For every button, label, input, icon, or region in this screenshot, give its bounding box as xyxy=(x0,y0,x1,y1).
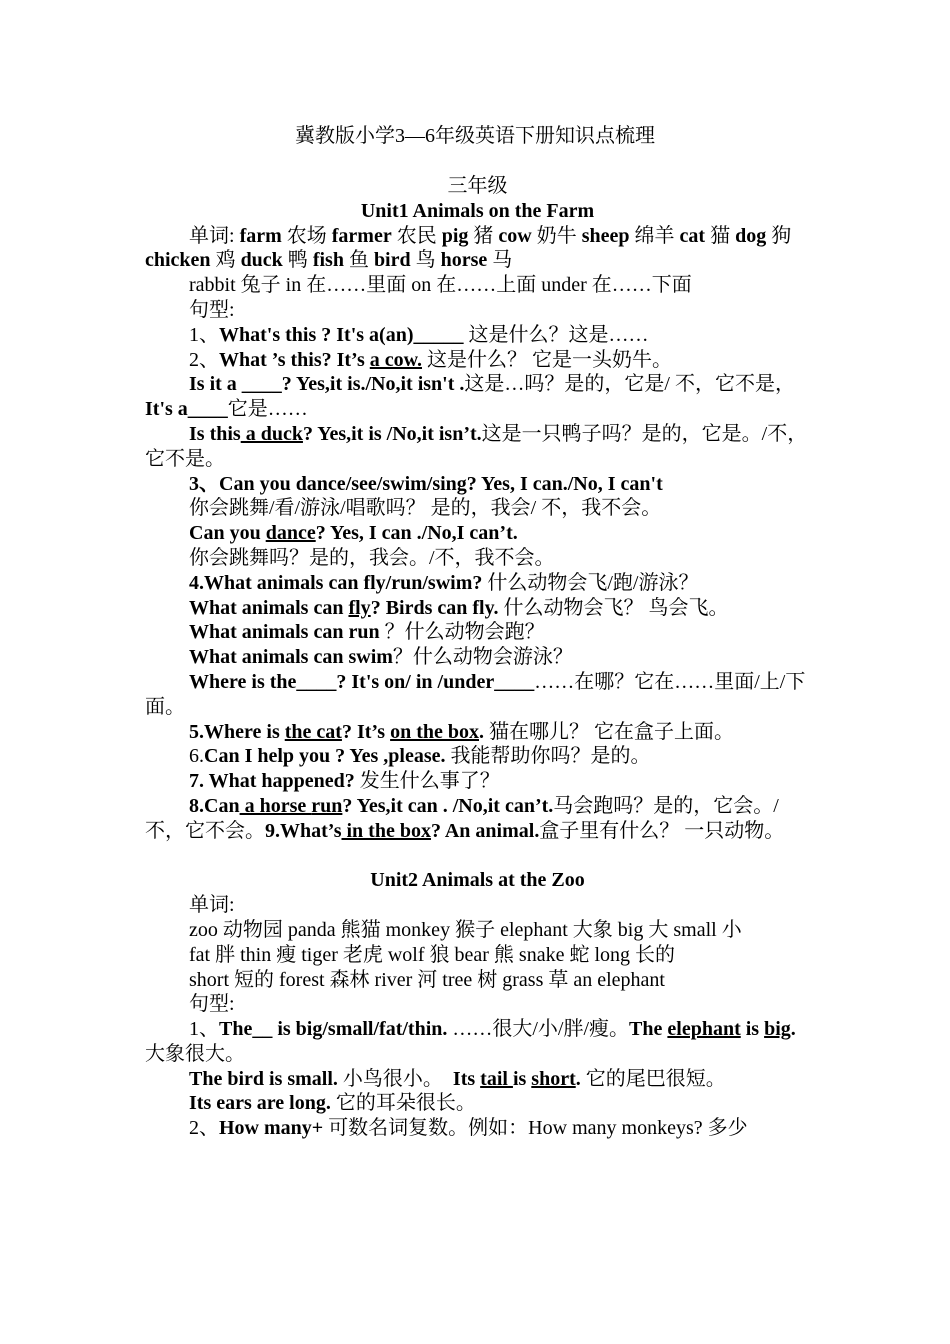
unit2-heading: Unit2 Animals at the Zoo xyxy=(370,869,585,892)
unit2-sentence-2: The bird is small. 小鸟很小。 Its tail is short. 它的尾巴很短。 xyxy=(189,1067,726,1090)
unit1-sentence-3: Is it a ____? Yes,it is./No,it isn't .这是…吗？是的，它是/ 不，它不是，It's a____它是…… xyxy=(145,373,795,421)
unit1-sentence-7: 4.What animals can fly/run/swim? 什么动物会飞/跑/游泳？ xyxy=(189,571,699,594)
document-body xyxy=(145,174,810,1141)
unit1-sentence-5: 3、Can you dance/see/swim/sing? Yes, I can./No, I can't xyxy=(189,472,663,495)
unit1-sentence-5-translation: 你会跳舞/看/游泳/唱歌吗？ 是的，我会/ 不，我不会。 xyxy=(189,497,662,520)
unit1-sentence-8: What animals can fly? Birds can fly. 什么动物会飞？ 鸟会飞。 xyxy=(189,596,729,619)
unit2-sentence-4: 2、How many+ 可数名词复数。例如：How many monkeys? 多少 xyxy=(189,1117,748,1140)
unit2-sentence-1: 1、The__ is big/small/fat/thin. ……很大/小/胖/瘦。The elephant is big. 大象很大。 xyxy=(145,1018,796,1065)
unit1-sentence-14: 7. What happened? 发生什么事了？ xyxy=(189,770,500,793)
unit2-sentence-label: 句型: xyxy=(189,993,235,1016)
unit2-sentence-3: Its ears are long. 它的耳朵很长。 xyxy=(189,1092,476,1115)
unit1-sentence-label: 句型: xyxy=(189,298,235,321)
unit1-sentence-4: Is this a duck? Yes,it is /No,it isn’t.这是一只鸭子吗？是的，它是。/不，它不是。 xyxy=(145,422,808,470)
unit1-vocab-line3: rabbit 兔子 in 在……里面 on 在……上面 under 在……下面 xyxy=(189,274,692,297)
unit1-sentence-12: 5.Where is the cat? It’s on the box. 猫在哪儿？ 它在盒子上面。 xyxy=(189,720,734,743)
unit1-sentence-15: 8.Can a horse run? Yes,it can . /No,it can’t.马会跑吗？是的，它会。/不，它不会。9.What’s in the box? An animal.盒子里有什么？ 一只动物。 xyxy=(145,794,785,842)
unit1-sentence-6-translation: 你会跳舞吗？是的，我会。/不，我不会。 xyxy=(189,546,555,569)
unit2-vocab-label: 单词: xyxy=(189,894,235,917)
unit1-sentence-6: Can you dance? Yes, I can ./No,I can’t. xyxy=(189,522,518,545)
document-title: 冀教版小学3—6年级英语下册知识点梳理 xyxy=(295,125,655,147)
unit1-sentence-1: 1、What's this ? It's a(an)_____ 这是什么？这是…… xyxy=(189,323,649,346)
unit1-sentence-10: What animals can swim？什么动物会游泳？ xyxy=(189,646,573,669)
unit2-vocab-line2: fat 胖 thin 瘦 tiger 老虎 wolf 狼 bear 熊 snake 蛇 long 长的 xyxy=(189,943,676,966)
unit2-vocab-line3: short 短的 forest 森林 river 河 tree 树 grass 草 an elephant xyxy=(189,968,665,991)
section-spacer xyxy=(145,844,810,869)
unit1-heading: Unit1 Animals on the Farm xyxy=(360,199,595,222)
unit2-vocab-line1: zoo 动物园 panda 熊猫 monkey 猴子 elephant 大象 big 大 small 小 xyxy=(189,918,742,941)
grade-heading: 三年级 xyxy=(447,175,508,197)
unit1-sentence-2: 2、What ’s this? It’s a cow. 这是什么？ 它是一头奶牛。 xyxy=(189,348,672,371)
unit1-vocab: 单词: farm 农场 farmer 农民 pig 猪 cow 奶牛 sheep 绵羊 cat 猫 dog 狗 chicken 鸡 duck 鸭 fish 鱼 bird 鸟 horse 马 xyxy=(145,224,792,272)
unit1-sentence-11: Where is the____? It's on/ in /under____……在哪？它在……里面/上/下面。 xyxy=(145,670,806,718)
unit1-sentence-9: What animals can run ？什么动物会跑？ xyxy=(189,621,545,644)
unit1-sentence-13: 6.Can I help you ? Yes ,please. 我能帮助你吗？是的。 xyxy=(189,745,651,768)
